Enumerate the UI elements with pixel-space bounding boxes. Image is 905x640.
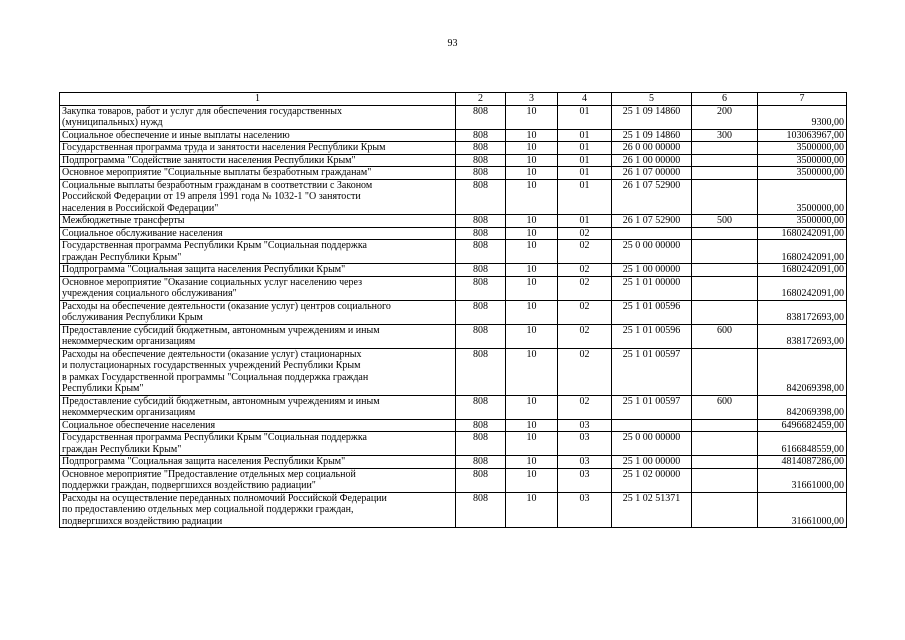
subsection-cell: 01 [558, 129, 612, 142]
code-cell: 808 [456, 264, 506, 277]
target-article-cell: 25 1 02 51371 [612, 492, 692, 528]
target-article-cell: 25 1 01 00596 [612, 300, 692, 324]
page-number: 93 [447, 38, 458, 49]
section-cell: 10 [506, 154, 558, 167]
header-row [60, 93, 847, 106]
section-cell: 10 [506, 129, 558, 142]
amount-cell: 3500000,00 [758, 167, 847, 180]
code-cell: 808 [456, 215, 506, 228]
amount-cell: 31661000,00 [758, 468, 847, 492]
subsection-cell: 01 [558, 142, 612, 155]
code-cell: 808 [456, 492, 506, 528]
subsection-cell: 02 [558, 395, 612, 419]
table-row [60, 129, 847, 142]
amount-cell: 842069398,00 [758, 395, 847, 419]
expense-type-cell [692, 167, 758, 180]
target-article-cell: 25 0 00 00000 [612, 240, 692, 264]
target-article-cell: 25 1 01 00596 [612, 324, 692, 348]
name-cell: Государственная программа Республики Крым "Социальная поддержка граждан Республики Крым" [60, 240, 456, 264]
name-cell: Социальное обеспечение населения [60, 419, 456, 432]
code-cell: 808 [456, 395, 506, 419]
target-article-cell: 26 1 07 52900 [612, 215, 692, 228]
subsection-cell: 02 [558, 264, 612, 277]
code-cell: 808 [456, 142, 506, 155]
target-article-cell: 26 0 00 00000 [612, 142, 692, 155]
target-article-cell: 26 1 00 00000 [612, 154, 692, 167]
expense-type-cell [692, 468, 758, 492]
table-row [60, 419, 847, 432]
table-row [60, 468, 847, 492]
code-cell: 808 [456, 348, 506, 395]
expense-type-cell [692, 348, 758, 395]
subsection-cell: 02 [558, 348, 612, 395]
name-cell: Расходы на обеспечение деятельности (оказание услуг) центров социального обслуживания Республики Крым [60, 300, 456, 324]
header-cell: 5 [612, 93, 692, 106]
name-cell: Основное мероприятие "Оказание социальных услуг населению через учреждения социального обслуживания" [60, 276, 456, 300]
subsection-cell: 02 [558, 276, 612, 300]
expense-type-cell: 600 [692, 324, 758, 348]
expense-type-cell: 500 [692, 215, 758, 228]
code-cell: 808 [456, 105, 506, 129]
section-cell: 10 [506, 142, 558, 155]
code-cell: 808 [456, 324, 506, 348]
target-article-cell: 25 1 01 00000 [612, 276, 692, 300]
code-cell: 808 [456, 129, 506, 142]
name-cell: Основное мероприятие "Предоставление отдельных мер социальной поддержки граждан, подвергшихся воздействию радиации" [60, 468, 456, 492]
header-cell: 6 [692, 93, 758, 106]
name-cell: Закупка товаров, работ и услуг для обеспечения государственных (муниципальных) нужд [60, 105, 456, 129]
target-article-cell: 25 1 02 00000 [612, 468, 692, 492]
section-cell: 10 [506, 300, 558, 324]
table-row [60, 276, 847, 300]
header-cell: 3 [506, 93, 558, 106]
expense-type-cell [692, 264, 758, 277]
table-row [60, 395, 847, 419]
header-cell: 4 [558, 93, 612, 106]
expense-type-cell [692, 432, 758, 456]
expense-type-cell [692, 179, 758, 215]
section-cell: 10 [506, 276, 558, 300]
name-cell: Межбюджетные трансферты [60, 215, 456, 228]
table-row [60, 215, 847, 228]
section-cell: 10 [506, 468, 558, 492]
expense-type-cell [692, 300, 758, 324]
name-cell: Социальные выплаты безработным гражданам в соответствии с Законом Российской Федерации от 19 апреля 1991 года № 1032-1 "О занятости населения в Российской Федерации" [60, 179, 456, 215]
section-cell: 10 [506, 215, 558, 228]
subsection-cell: 02 [558, 300, 612, 324]
name-cell: Расходы на осуществление переданных полномочий Российской Федерации по предоставлению отдельных мер социальной поддержки граждан, подвергшихся воздействию радиации [60, 492, 456, 528]
subsection-cell: 01 [558, 167, 612, 180]
name-cell: Социальное обслуживание населения [60, 227, 456, 240]
target-article-cell [612, 227, 692, 240]
code-cell: 808 [456, 456, 506, 469]
subsection-cell: 03 [558, 419, 612, 432]
name-cell: Расходы на обеспечение деятельности (оказание услуг) стационарных и полустационарных государственных учреждений Республики Крым в рамках Государственной программы "Социальная поддержка граждан Республики Крым" [60, 348, 456, 395]
expense-type-cell [692, 142, 758, 155]
table-row [60, 324, 847, 348]
section-cell: 10 [506, 179, 558, 215]
section-cell: 10 [506, 492, 558, 528]
amount-cell: 6496682459,00 [758, 419, 847, 432]
subsection-cell: 01 [558, 105, 612, 129]
expense-type-cell: 600 [692, 395, 758, 419]
subsection-cell: 03 [558, 432, 612, 456]
code-cell: 808 [456, 432, 506, 456]
target-article-cell: 25 1 01 00597 [612, 395, 692, 419]
subsection-cell: 03 [558, 468, 612, 492]
name-cell: Подпрограмма "Содействие занятости населения Республики Крым" [60, 154, 456, 167]
section-cell: 10 [506, 167, 558, 180]
subsection-cell: 02 [558, 324, 612, 348]
name-cell: Основное мероприятие "Социальные выплаты безработным гражданам" [60, 167, 456, 180]
subsection-cell: 02 [558, 227, 612, 240]
amount-cell: 103063967,00 [758, 129, 847, 142]
header-cell: 7 [758, 93, 847, 106]
table-row [60, 227, 847, 240]
section-cell: 10 [506, 227, 558, 240]
expense-type-cell: 200 [692, 105, 758, 129]
code-cell: 808 [456, 227, 506, 240]
section-cell: 10 [506, 264, 558, 277]
amount-cell: 3500000,00 [758, 142, 847, 155]
table-row [60, 154, 847, 167]
expense-type-cell [692, 492, 758, 528]
table-row [60, 492, 847, 528]
code-cell: 808 [456, 240, 506, 264]
target-article-cell: 25 1 09 14860 [612, 129, 692, 142]
name-cell: Государственная программа труда и занятости населения Республики Крым [60, 142, 456, 155]
subsection-cell: 01 [558, 154, 612, 167]
amount-cell: 838172693,00 [758, 300, 847, 324]
code-cell: 808 [456, 154, 506, 167]
amount-cell: 1680242091,00 [758, 276, 847, 300]
subsection-cell: 01 [558, 215, 612, 228]
name-cell: Подпрограмма "Социальная защита населения Республики Крым" [60, 456, 456, 469]
target-article-cell: 25 1 00 00000 [612, 456, 692, 469]
amount-cell: 3500000,00 [758, 215, 847, 228]
expense-type-cell: 300 [692, 129, 758, 142]
amount-cell: 1680242091,00 [758, 264, 847, 277]
table-row [60, 300, 847, 324]
table-row [60, 105, 847, 129]
amount-cell: 1680242091,00 [758, 240, 847, 264]
expense-type-cell [692, 227, 758, 240]
table-row [60, 179, 847, 215]
amount-cell: 4814087286,00 [758, 456, 847, 469]
subsection-cell: 02 [558, 240, 612, 264]
amount-cell: 6166848559,00 [758, 432, 847, 456]
subsection-cell: 03 [558, 456, 612, 469]
expense-type-cell [692, 419, 758, 432]
code-cell: 808 [456, 167, 506, 180]
amount-cell: 842069398,00 [758, 348, 847, 395]
amount-cell: 838172693,00 [758, 324, 847, 348]
code-cell: 808 [456, 179, 506, 215]
table-row [60, 264, 847, 277]
target-article-cell: 25 1 01 00597 [612, 348, 692, 395]
table-row [60, 167, 847, 180]
expense-type-cell [692, 240, 758, 264]
header-cell: 1 [60, 93, 456, 106]
target-article-cell: 26 1 07 52900 [612, 179, 692, 215]
budget-table [59, 92, 847, 528]
section-cell: 10 [506, 324, 558, 348]
section-cell: 10 [506, 419, 558, 432]
table-row [60, 348, 847, 395]
name-cell: Предоставление субсидий бюджетным, автономным учреждениям и иным некоммерческим организациям [60, 395, 456, 419]
name-cell: Предоставление субсидий бюджетным, автономным учреждениям и иным некоммерческим организациям [60, 324, 456, 348]
expense-type-cell [692, 276, 758, 300]
header-cell: 2 [456, 93, 506, 106]
section-cell: 10 [506, 105, 558, 129]
amount-cell: 3500000,00 [758, 179, 847, 215]
target-article-cell: 25 0 00 00000 [612, 432, 692, 456]
name-cell: Социальное обеспечение и иные выплаты населению [60, 129, 456, 142]
code-cell: 808 [456, 419, 506, 432]
target-article-cell: 26 1 07 00000 [612, 167, 692, 180]
amount-cell: 1680242091,00 [758, 227, 847, 240]
target-article-cell: 25 1 09 14860 [612, 105, 692, 129]
table-row [60, 142, 847, 155]
section-cell: 10 [506, 395, 558, 419]
amount-cell: 31661000,00 [758, 492, 847, 528]
target-article-cell: 25 1 00 00000 [612, 264, 692, 277]
code-cell: 808 [456, 276, 506, 300]
expense-type-cell [692, 154, 758, 167]
code-cell: 808 [456, 300, 506, 324]
table-row [60, 456, 847, 469]
target-article-cell [612, 419, 692, 432]
amount-cell: 9300,00 [758, 105, 847, 129]
section-cell: 10 [506, 432, 558, 456]
code-cell: 808 [456, 468, 506, 492]
section-cell: 10 [506, 456, 558, 469]
table-row [60, 240, 847, 264]
expense-type-cell [692, 456, 758, 469]
section-cell: 10 [506, 240, 558, 264]
table-row [60, 432, 847, 456]
name-cell: Подпрограмма "Социальная защита населения Республики Крым" [60, 264, 456, 277]
subsection-cell: 01 [558, 179, 612, 215]
name-cell: Государственная программа Республики Крым "Социальная поддержка граждан Республики Крым" [60, 432, 456, 456]
amount-cell: 3500000,00 [758, 154, 847, 167]
section-cell: 10 [506, 348, 558, 395]
subsection-cell: 03 [558, 492, 612, 528]
